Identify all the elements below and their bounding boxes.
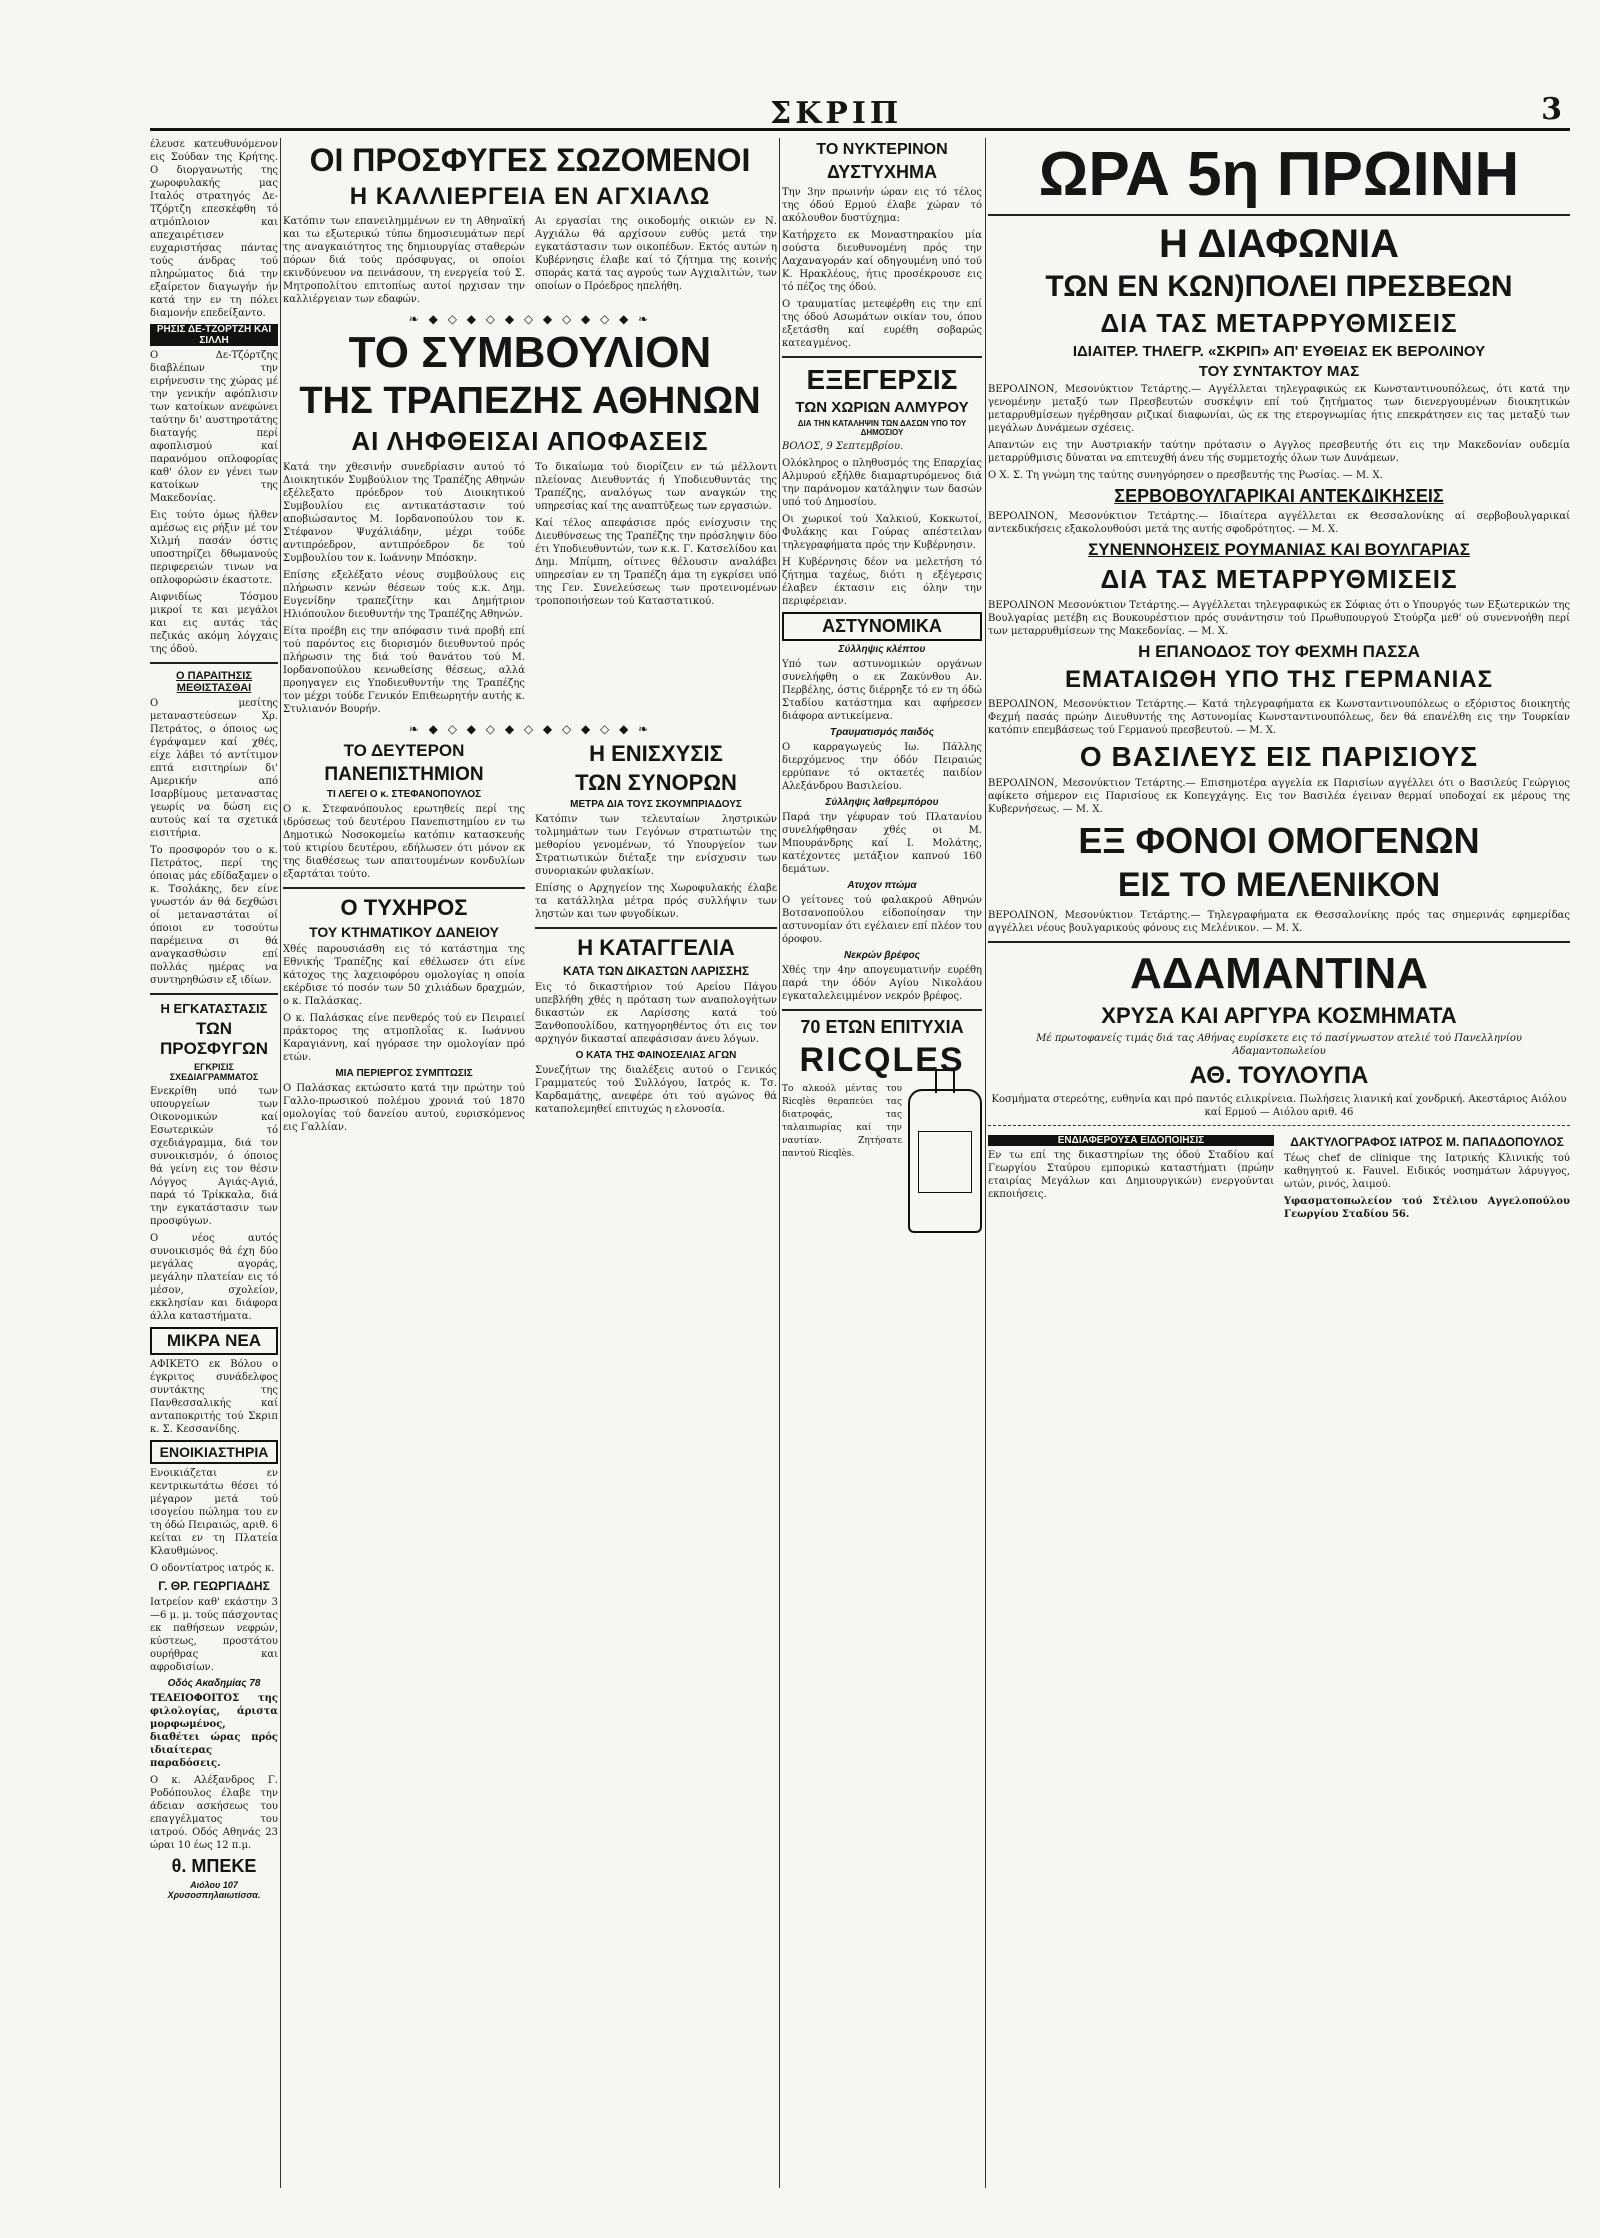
classified-ads [988, 1132, 1570, 1225]
two-col-section [283, 738, 777, 1138]
subheadline: ΔΙΑ ΤΑΣ ΜΕΤΑΡΡΥΘΜΙΣΕΙΣ [1100, 308, 1458, 338]
column-4 [988, 138, 1570, 1225]
section-subheading: ΜΕΤΡΑ ΔΙΑ ΤΟΥΣ ΣΚΟΥΜΠΡΙΑΔΟΥΣ [570, 799, 742, 810]
ad-heading: ΔΑΚΤΥΛΟΓΡΑΦΟΣ ΙΑΤΡΟΣ Μ. ΠΑΠΑΔΟΠΟΥΛΟΣ [1290, 1135, 1564, 1149]
ad-text: Το αλκοόλ μέντας του Ricqlès θεραπεύει τας διατροφάς, τας ταλαιπωρίας καί την ναυτίαν. Ζητήσατε παντού Ricqlès. [782, 1084, 902, 1159]
section-heading: Η ΕΝΙΣΧΥΣΙΣ [589, 741, 723, 766]
article-text: Ενεκρίθη υπό των υπουργείων των Οικονομικών καί Εσωτερικών τό σχεδιάγραμμα, διά τον συνοικισμόν, ό όποιος θά γείνη εις τον θέσιν Λόγγος Αγιάς-Αγιά, παρά τό Τρίκκαλα, διά την εγκατάστασιν των προσφύγων. [150, 1086, 278, 1227]
column-rule [779, 138, 780, 2188]
ad-text: Κοσμήματα στερεότης, ευθηνία και πρό παντός ειλικρίνεια. Πωλήσεις λιανική καί χονδρική. Ακεστάριος Αιόλου καί Ερμού — Αιόλου αριθ. 46 [991, 1094, 1567, 1118]
section-heading: ΔΥΣΤΥΧΗΜΑ [826, 162, 938, 182]
headline: ΤΗΣ ΤΡΑΠΕΖΗΣ ΑΘΗΝΩΝ [299, 380, 761, 422]
article-text: Το προσφορόν του ο κ. Πετράτος, περί της όποιας μάς εδίδαξαμεν ο κ. Τσολάκης, δεν είνε γνωστόν άν θά δεχθώσι οί μεταναστάται οί όποιοι εν τοσούτω παρέμεινα σι θά αναγκασθώσιν επί πολλάς ημέρας να συντηρηθώσιν εξ ιδίων. [150, 845, 278, 986]
article-text: Ο κ. Παλάσκας είνε πενθερός τού εν Πειραιεί πράκτορος της ατμοπλοΐας κ. Ιωάννου Καραγιάννη, καί ηγόρασε την ομολογίαν πρό ετών. [283, 1013, 525, 1063]
ad-name: Γ. ΘΡ. ΓΕΩΡΓΙΑΔΗΣ [158, 1579, 270, 1593]
shop-name: θ. ΜΠΕΚΕ [171, 1856, 257, 1876]
section-heading: ΤΩΝ ΧΩΡΙΩΝ ΑΛΜΥΡΟΥ [795, 399, 969, 416]
shop-name: ΑΘ. ΤΟΥΛΟΥΠΑ [1189, 1062, 1369, 1089]
article-text: Ο μεσίτης μεταναστεύσεων Χρ. Πετράτος, ο όποιος ως έγράψαμεν καί χθές, είχε λάβει τό αντίτιμον επτά εισιτηρίων δι' Αμερικήν από Ισαρβίμους μεταναστας γεωρίς να δώση εις αυτούς καί τα σχετικά εισιτήρια. [150, 698, 278, 839]
section-heading: Ο ΤΥΧΗΡΟΣ [340, 895, 468, 920]
column-1 [150, 138, 278, 1903]
dispatch-source: ΙΔΙΑΙΤΕΡ. ΤΗΛΕΓΡ. «ΣΚΡΙΠ» ΑΠ' ΕΥΘΕΙΑΣ ΕΚ ΒΕΡΟΛΙΝΟΥ [1072, 343, 1486, 360]
article-text: Κατόπιν των επανειλημμένων εν τη Αθηναϊκή και τω εξωτερικώ τύπω δημοσιευμάτων περί της αναγκαιότητος της δημιουργίας σταθερών πόρων διά τούς πρόσφυγας, οι οποίοι εκινδύνευον να πεινάσουν, τη ενεργεία τού Σ. Μητροπολίτου επιτοπίως αυτοί ηρχισαν την καλλιέργειαν των εδαφών. [283, 216, 525, 305]
subheadline: Η ΚΑΛΛΙΕΡΓΕΙΑ ΕΝ ΑΓΧΙΑΛΩ [349, 183, 711, 210]
item-heading: Σύλληψις κλέπτου [838, 644, 926, 655]
divider [150, 993, 278, 995]
item-heading: Ατυχον πτώμα [847, 880, 917, 891]
article-text: Ολόκληρος ο πληθυσμός της Επαρχίας Αλμυρού εξήλθε διαμαρτυρόμενος διά την παράνομον κατάληψιν των δασών υπό τού Δημοσίου. [782, 458, 982, 508]
ad-text: Ο κ. Αλέξανδρος Γ. Ροδόπουλος έλαβε την άδειαν ασκήσεως του επαγγέλματος του ιατρού. Οδός Αθηνάς 23 ώραι 10 έως 12 π.μ. [150, 1775, 278, 1851]
two-col-text [283, 215, 777, 310]
article-text: Ο γείτονες τού φαλακρού Αθηνών Βοτσανοπούλου είδοποίησαν την αστυνομίαν ότι εγέλαιεν επί πλέον του όροφου. [782, 895, 982, 945]
section-heading: Η ΚΑΤΑΓΓΕΛΙΑ [577, 935, 735, 960]
ad-text: Εν τω επί της δικαστηρίων της όδού Σταδίου καί Γεωργίου Σταύρου εμπορικώ καταστήματι (πρώην εταιρίας Μεγάλων και Δημιουργικών) ενεργούνται εκποιήσεις. [988, 1150, 1274, 1200]
section-heading: ΤΩΝ ΠΡΟΣΦΥΓΩΝ [160, 1019, 268, 1058]
article-text: Ο Παλάσκας εκτώσατο κατά την πρώτην τού Γαλλο-πρωσικού πολέμου χρονιά τού 1870 ομολογίας τού δανείου αυτού, ευρισκόμενος εις Γαλλίαν. [283, 1083, 525, 1133]
divider [150, 662, 278, 664]
article-text: Ο κ. Στεφανόπουλος ερωτηθείς περί της ιδρύσεως τού δευτέρου Πανεπιστημίου εν τω Δημοτικώ Νοσοκομείω κατόπιν κατασκευής τού κτιρίου δευτέρου, εδήλωσεν ότι μόνον εκ της διαθέσεως των απαιτουμένων κονδυλίων εξαρτάται τούτο. [283, 804, 525, 880]
article-text: Ο νέος αυτός συνοικισμός θά έχη δύο μεγάλας αγοράς, μεγάλην πλατείαν εις τό μέσον, σχολείον, εκκλησίαν και διάφορα άλλα καταστήματα. [150, 1233, 278, 1322]
item-heading: Τραυματισμός παιδός [830, 727, 934, 738]
article-text: Επίσης ο Αρχηγείον της Χωροφυλακής έλαβε τα κατάλληλα μέτρα πρός συλλήψιν των ληστών και των φυγοδίκων. [535, 883, 777, 920]
bottle-illustration [908, 1089, 982, 1233]
divider [782, 356, 982, 358]
article-text: Παρά την γέφυραν τού Πλατανίου συνελήφθησαν χθές οι Μ. Μπουράνδρης καί Ι. Μολάτης, κατέχοντες μετάξιον καπνού 160 δεμάτων. [782, 812, 982, 875]
article-text: ΒΕΡΟΛΙΝΟΝ, Μεσονύκτιον Τετάρτης.— Επισημοτέρα αγγελία εκ Παρισίων αγγέλλει ότι ο Βασιλεύς Γεώργιος αφίκετο σήμερον εις Παρισίους εκ Κοπεγχάγης. Εις τον Βασιλέα έγειναν θερμαί υποδοχαί εκ μέρους της Κυβερνήσεως. — Μ. Χ. [988, 778, 1570, 815]
section-heading: ΜΙΚΡΑ ΝΕΑ [150, 1327, 278, 1355]
article-text: Ο καρραγωγεύς Ιω. Πάλλης διερχόμενος την όδόν Πειραιώς ερρύπανε τό οκταετές παιδίον Αλεξάνδρου Βασιλείου. [782, 742, 982, 792]
section-subheading: ΕΓΚΡΙΣΙΣ ΣΧΕΔΙΑΓΡΑΜΜΑΤΟΣ [169, 1062, 259, 1082]
section-heading: Ο ΒΑΣΙΛΕΥΣ ΕΙΣ ΠΑΡΙΣΙΟΥΣ [1079, 741, 1479, 772]
article-text: Ο Δε-Τζόρτζης διαβλέπων την ειρήνευσιν της χώρας μέ την γενικήν αφόπλισιν των κατοίκων ανεφώνει ταύτην δι' αυστηροτάτης διαταγής περί αφοπλισμού καί παρανόμου οπλοφορίας καθ' όλον εν γένει των κατοίκων της Μακεδονίας. [150, 350, 278, 504]
headline: Η ΔΙΑΦΩΝΙΑ [1159, 222, 1399, 266]
section-heading: Η ΕΓΚΑΤΑΣΤΑΣΙΣ [160, 1001, 268, 1016]
ad-text: Μέ πρωτοφανείς τιμάς διά τας Αθήνας ευρίσκετε εις τό πασίγνωστον ατελιέ τού Πανελληνίου Αδαμαντοπωλείου [1036, 1033, 1522, 1057]
article-text: Την 3ην πρωινήν ώραν εις τό τέλος της όδού Ερμού έλαβε χώραν τό ακόλουθον δυστύχημα: [782, 187, 982, 224]
ad-text: Ο οδοντίατρος ιατρός κ. [150, 1563, 275, 1574]
article-text: Οι χωρικοί τού Χαλκιού, Κοκκωτοί, Φυλάκης και Γούρας απέστειλαν τηλεγραφήματα πρός την Κυβέρνησιν. [782, 514, 982, 551]
section-heading: ΡΗΣΙΣ ΔΕ-ΤΖΟΡΤΖΗ ΚΑΙ ΣΙΛΛΗ [150, 324, 278, 346]
column-rule [280, 138, 281, 2188]
article-text: Είτα προέβη εις την απόφασιν τινά προβή επί τού παρόντος εις διορισμόν διευθυντού πρός πλήρωσιν της διά τού θανάτου τού Μ. Ιορδανοπούλου κενωθείσης θέσεως, αλλά προηγαγεν εις Υποδιευθυντήν της Τραπέζης τον μέχρι τούδε Γενικόν Επιθεωρητήν αυτής κ. Στυλιανόν Βουρήν. [283, 626, 525, 715]
section-subheading: ΔΙΑ ΤΗΝ ΚΑΤΑΛΗΨΙΝ ΤΩΝ ΔΑΣΩΝ ΥΠΟ ΤΟΥ ΔΗΜΟΣΙΟΥ [797, 419, 967, 437]
article-text: Καί τέλος απεφάσισε πρός ενίσχυσιν της Διευθύνσεως της Τραπέζης την πρόσληψιν δύο έτι Υποδιευθυντών, των κ.κ. Γ. Κατσελίδου και Δημ. Μπίμπη, οίτινες θέλουσιν αναλάβει υπηρεσίαν εν τη Τραπέζη άμα τη εγκρίσει υπό της Γεν. Συνελεύσεως των προτεινομένων τροποποιήσεων τού Καταστατικού. [535, 518, 777, 607]
divider [535, 927, 777, 929]
ornament-divider: ❧ ◆ ◇ ◆ ◇ ◆ ◇ ◆ ◇ ◆ ◇ ◆ ❧ [408, 722, 652, 736]
section-heading: ΤΩΝ ΣΥΝΟΡΩΝ [575, 770, 737, 795]
divider [782, 1009, 982, 1011]
divider [283, 887, 525, 889]
newspaper-name: ΣΚΡΙΠ [770, 96, 903, 131]
article-text: Κατήρχετο εκ Μοναστηρακίου μία σούστα διευθυνομένη πρός την Λαχαναγοράν καί οδηγουμένη υπό τού Κ. Ηρακλέους, ήτις προσέκρουσε εις τό πέζος της όδού. [782, 230, 982, 293]
ornament-divider: ❧ ◆ ◇ ◆ ◇ ◆ ◇ ◆ ◇ ◆ ◇ ◆ ❧ [408, 312, 652, 326]
ad-headline: ΑΔΑΜΑΝΤΙΝΑ [1129, 949, 1429, 998]
section-subheading: Ο ΚΑΤΑ ΤΗΣ ΦΑΙΝΟΣΕΛΙΑΣ ΑΓΩΝ [575, 1050, 737, 1061]
article-text: Υπό των αστυνομικών οργάνων συνελήφθη ο εκ Ζακύνθου Αν. Περβέλης, όστις διέρρηξε τό εν τη όδώ Σταδίου κατάστημα και αφήρεσεν διάφορα αντικείμενα. [782, 659, 982, 722]
page-number: 3 [1541, 92, 1562, 127]
ad-text: ΤΕΛΕΙΟΦΟΙΤΟΣ της φιλολογίας, άριστα μορφωμένος, διαθέτει ώρας πρός ιδιαίτερας παραδόσεις. [150, 1693, 278, 1769]
article-text: Αι εργασίαι της οικοδομής οικιών εν Ν. Αγχιάλω θά αρχίσουν ευθύς μετά την εγκατάστασιν των οικοπέδων. Εκτός αυτών η Κυβέρνησις έλαβε καί τό ζήτημα της κοινής σποράς κατά τας αγρούς των Αγχιαλιτών, των οποίων ο Πρόεδρος ηπελήθη. [535, 216, 777, 292]
ricqles-ad [782, 1083, 982, 1239]
subheadline: ΑΙ ΛΗΦΘΕΙΣΑΙ ΑΠΟΦΑΣΕΙΣ [351, 426, 709, 456]
section-subheading: ΤΙ ΛΕΓΕΙ Ο κ. ΣΤΕΦΑΝΟΠΟΥΛΟΣ [326, 789, 482, 800]
section-heading: ΣΥΝΕΝΝΟΗΣΕΙΣ ΡΟΥΜΑΝΙΑΣ ΚΑΙ ΒΟΥΛΓΑΡΙΑΣ [1088, 540, 1470, 559]
article-text: ΒΕΡΟΛΙΝΟΝ, Μεσονύκτιον Τετάρτης.— Κατά τηλεγραφήματα εκ Κωνσταντινουπόλεως ο εξόριστος διοικητής Φεχμή πασάς πρώην Διευθυντής της Αστυνομίας Κωνσταντινουπόλεως, δεν θά επανέλθη εις την Τουρκίαν κατόπιν επεμβάσεως τού Γερμανού πρεσβευτού. — Μ. Χ. [988, 699, 1570, 736]
section-heading: ΕΜΑΤΑΙΩΘΗ ΥΠΟ ΤΗΣ ΓΕΡΜΑΝΙΑΣ [1065, 666, 1493, 693]
article-text: ΒΕΡΟΛΙΝΟΝ, Μεσονύκτιον Τετάρτης.— Τηλεγραφήματα εκ Θεσσαλονίκης πρός τας σημερινάς εφημερίδας αγγέλλει νέους βουλγαρικούς φόνους εις Μελένικον. — Μ. Χ. [988, 910, 1570, 934]
column-rule [985, 138, 986, 2188]
shop-address: Αιόλου 107 Χρυσοσπηλαιωτίσσα. [167, 1880, 261, 1900]
ad-text: Τέως chef de clinique της Ιατρικής Κλινικής τού καθηγητού κ. Fauvel. Ειδικός νοσημάτων λάρυγγος, ωτών, ρινός, λαιμού. [1284, 1153, 1570, 1190]
masthead [150, 92, 1570, 131]
ad-heading: ΕΝΔΙΑΦΕΡΟΥΣΑ ΕΙΔΟΠΟΙΗΣΙΣ [988, 1135, 1274, 1146]
ad-text: Ενοικιάζεται εν κεντρικωτάτω θέσει τό μέγαρον μετά τού ισογείου πώλημα του εν τη όδώ Πειραιώς, αριθ. 6 κείται εν τη Πλατεία Κλαυθμώνος. [150, 1468, 278, 1557]
article-text: Χθές παρουσιάσθη εις τό κατάστημα της Εθνικής Τραπέζης καί εθέλωσεν ότι είνε κάτοχος της λαχειοφόρου ομολογίας η οποία εκέρδισε τό ποσόν των 50 χιλιάδων δραχμών, ο κ. Παλάσκας. [283, 944, 525, 1007]
article-text: Ο τραυματίας μετεφέρθη εις την επί της όδού Ασωμάτων οικίαν του, όπου εξετάσθη καί ευρέθη σοβαρώς κατεαγμένος. [782, 299, 982, 349]
headline: ΩΡΑ 5η ΠΡΩΙΝΗ [1038, 140, 1520, 209]
section-subheading: ΜΙΑ ΠΕΡΙΕΡΓΟΣ ΣΥΜΠΤΩΣΙΣ [335, 1068, 473, 1079]
section-heading: ΤΟ ΔΕΥΤΕΡΟΝ [343, 741, 465, 760]
section-heading: ΚΑΤΑ ΤΩΝ ΔΙΚΑΣΤΩΝ ΛΑΡΙΣΣΗΣ [562, 964, 750, 978]
divider [988, 941, 1570, 943]
article-text: Χθές την 4ην απογευματινήν ευρέθη παρά την όδόν Αγίου Νικολάου εγκαταλελειμμένον νεκρόν βρέφος. [782, 965, 982, 1002]
article-text: ΒΕΡΟΛΙΝΟΝ, Μεσονύκτιον Τετάρτης.— Αγγέλλεται τηλεγραφικώς εκ Κωνσταντινουπόλεως, ότι κατά την γενομένην μεταξύ των Πρεσβευτών συσκέψιν επί τού ζητήματος των διενεργουμένων διοικητικών μεταρρυθμίσεων ηγέρθησαν ριζικαί διαφωνίαι, ώς εκ της ετερογνωμίας ήτις επεκράτησεν εις τας μεταξύ των μεγάλων Δυνάμεων σχέσεις. [988, 384, 1570, 434]
article-text: Εις τούτο όμως ήλθεν αμέσως εις ρήξιν μέ τον Χιλμή πασάν όστις υποστηρίζει δθωμανούς περιφερειών τινων να οπλοφορώσιν έκαστοτε. [150, 510, 278, 586]
section-heading: ΠΑΝΕΠΙΣΤΗΜΙΟΝ [324, 764, 484, 785]
section-heading: ΕΙΣ ΤΟ ΜΕΛΕΝΙΚΟΝ [1117, 866, 1441, 904]
article-text: Το δικαίωμα τού διορίζειν εν τώ μέλλοντι πλείονας Διευθυντάς ή Υποδιευθυντάς της Τραπέζης, αναλόγως των αναγκών της υπηρεσίας καί της αναπτύξεως των εργασιών. [535, 462, 777, 512]
item-heading: Νεκρών βρέφος [844, 950, 920, 961]
section-heading: ΤΟΥ ΚΤΗΜΑΤΙΚΟΥ ΔΑΝΕΙΟΥ [309, 924, 499, 940]
article-text: Κατόπιν των τελευταίων ληστρικών τολμημάτων των Γεγόνων στρατιωτών της μεθορίου γενομένων, τό Υπουργείον των Στρατιωτικών διέταξε την ενίσχυσιν των συνοριακών φυλακίων. [535, 814, 777, 877]
column-2 [283, 138, 777, 1138]
section-heading: ΤΟ ΝΥΚΤΕΡΙΝΟΝ [816, 141, 948, 158]
article-text: ΒΕΡΟΛΙΝΟΝ Μεσονύκτιον Τετάρτης.— Αγγέλλεται τηλεγραφικώς εκ Σόφιας ότι ο Υπουργός των Εξωτερικών της Βουλγαρίας μετέβη εις Βουκουρέστιον πρός συνάντησιν τού Πρωθυπουργού Στούρζα μεθ' ού συνεννοήθη περί των μεταρρυθμίσεων της Μακεδονίας. — Μ. Χ. [988, 600, 1570, 637]
ad-heading: 70 ΕΤΩΝ ΕΠΙΤΥΧΙΑ [800, 1017, 964, 1037]
article-text: Επίσης εξελέξατο νέους συμβούλους εις πλήρωσιν κενών θέσεων τούς κ.κ. Δημ. Ευγενίδην τραπεζίτην και Δημήτριον Ηλιόπουλον διευθυντήν της Τραπέζης Αθηνών. [283, 570, 525, 620]
article-text: ΑΦΙΚΕΤΟ εκ Βόλου ο έγκριτος συνάδελφος συντάκτης της Πανθεσσαλικής καί ανταποκριτής τού Σκριπ κ. Σ. Κεσσανίδης. [150, 1359, 278, 1435]
section-heading: ΕΝΟΙΚΙΑΣΤΗΡΙΑ [150, 1440, 278, 1464]
article-text: Αιφνιδίως Τόσμου μικροί τε και μεγάλοι και εις αυτάς τάς πεζικάς ακόμη λόγχαις της όδού. [150, 592, 278, 655]
headline: ΤΩΝ ΕΝ ΚΩΝ)ΠΟΛΕΙ ΠΡΕΣΒΕΩΝ [1045, 270, 1513, 303]
section-heading: ΑΣΤΥΝΟΜΙΚΑ [782, 612, 982, 641]
two-col-text [283, 461, 777, 720]
divider [988, 1125, 1570, 1126]
brand-name: RICQLES [799, 1041, 965, 1079]
section-heading: ΔΙΑ ΤΑΣ ΜΕΤΑΡΡΥΘΜΙΣΕΙΣ [1100, 564, 1458, 594]
article-text: ΒΕΡΟΛΙΝΟΝ, Μεσονύκτιον Τετάρτης.— Ιδιαίτερα αγγέλλεται εκ Θεσσαλονίκης αί σερβοβουλγαρικαί αντεκδικήσεις εξακολουθούσι μετά της αυτής σφοδρότητος. — Μ. Χ. [988, 511, 1570, 535]
divider [988, 214, 1570, 216]
section-heading: ΕΞΕΓΕΡΣΙΣ [806, 364, 958, 395]
section-heading: Η ΕΠΑΝΟΔΟΣ ΤΟΥ ΦΕΧΜΗ ΠΑΣΣΑ [1138, 642, 1420, 661]
article-text: Η Κυβέρνησις δέον να μελετήση τό ζήτημα ταχέως, διότι η εξέγερσις έλαβεν έκτασιν εις όλην την περιφέρειαν. [782, 557, 982, 607]
article-text: Ο Χ. Σ. Τη γνώμη της ταύτης συνηγόρησεν ο πρεσβευτής της Ρωσίας. — Μ. Χ. [988, 470, 1383, 481]
article-text: έλευσε κατευθυνόμενον εις Σούδαν της Κρήτης. Ο διοργανωτής της χωροφυλακής μας Ιταλός στρατηγός Δε-Τζόρτζη επεσκέφθη τό ατμόπλοιον και απεχαιρέτισεν ευχαριστήσας πάντας τούς άνδρας τού πληρώματος διά την εξαίρετον διαγωγήν ήν κατά την εν τη πόλει διαμονήν επεδείξαντο. [150, 139, 278, 319]
ad-subheadline: ΧΡΥΣΑ ΚΑΙ ΑΡΓΥΡΑ ΚΟΣΜΗΜΑΤΑ [1101, 1003, 1457, 1028]
ad-text: Υφασματοπωλείον τού Στέλιου Αγγελοπούλου Γεωργίου Σταδίου 56. [1284, 1196, 1570, 1220]
section-heading: ΣΕΡΒΟΒΟΥΛΓΑΡΙΚΑΙ ΑΝΤΕΚΔΙΚΗΣΕΙΣ [1114, 486, 1444, 506]
section-heading: Ο ΠΑΡΑΙΤΗΣΙΣ ΜΕΘΙΣΤΑΣΘΑΙ [176, 670, 252, 694]
article-text: Εις τό δικαστήριον τού Αρείου Πάγου υπεβλήθη χθές η πρόταση των αναπολογήτων δικαστών εκ Λαρίσσης κατά τού Ξανθοπουλίδου, κατηγορηθέντος ότι εις τον αρχηγόν δικασταί απεφάσισαν άνευ λόγων. [535, 982, 777, 1045]
dispatch-source: ΤΟΥ ΣΥΝΤΑΚΤΟΥ ΜΑΣ [1198, 363, 1360, 380]
headline: ΟΙ ΠΡΟΣΦΥΓΕΣ ΣΩΖΟΜΕΝΟΙ [309, 142, 751, 178]
headline: ΤΟ ΣΥΜΒΟΥΛΙΟΝ [348, 328, 712, 377]
ad-text: Ιατρείον καθ' εκάστην 3—6 μ. μ. τούς πάσχοντας εκ παθήσεων νεφρών, κύστεως, προστάτου ουρήθρας και αφροδισίων. [150, 1597, 278, 1673]
section-heading: ΕΞ ΦΟΝΟΙ ΟΜΟΓΕΝΩΝ [1078, 820, 1480, 861]
article-text: Κατά την χθεσινήν συνεδρίασιν αυτού τό Διοικητικόν Συμβούλιον της Τραπέζης Αθηνών εξέλεξατο πρόεδρον τού Διοικητικού Συμβουλίου εις αντικατάστασιν τού αποβιώσαντος Μ. Ιορδανοπούλου τον κ. Στέφανον Ψυχάλιάδην, μέχρι τούδε αντιπρόεδρον, αντιπρόεδρον δε τού Συμβουλίου τον κ. Ιωάννην Μπόσκην. [283, 462, 525, 564]
ad-address: Οδός Ακαδημίας 78 [167, 1678, 261, 1689]
item-heading: Σύλληψις λαθρεμπόρου [825, 797, 939, 808]
article-text: Συνεζήτων της διαλέξεις αυτού ο Γενικός Γραμματεύς τού Συλλόγου, Ιατρός κ. Τσ. Καρδαμάτης, ανεφέρε ότι τού αγώνος θά καταπολεμηθεί επιτυχώς η ελονοσία. [535, 1065, 777, 1115]
article-text: Απαντών εις την Αυστριακήν ταύτην πρότασιν ο Αγγλος πρεσβευτής ότι εις την Μακεδονίαν ουδεμία μεταρρύθμισις δύναται να επιτευχθή άνευ τής συμμετοχής όλων των Δυνάμεων. [988, 440, 1570, 464]
dateline: ΒΟΛΟΣ, 9 Σεπτεμβρίου. [782, 441, 904, 452]
column-3 [782, 138, 982, 1239]
